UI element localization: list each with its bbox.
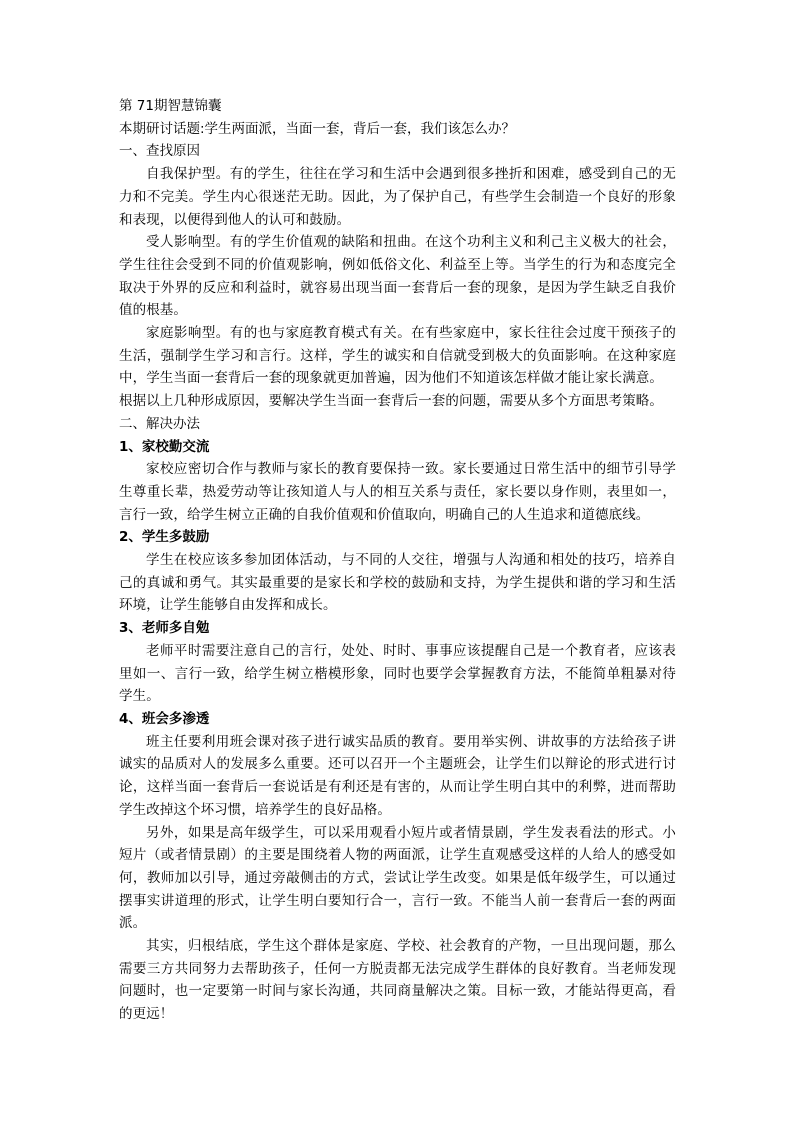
cause-family: 家庭影响型。有的也与家庭教育模式有关。在有些家庭中，家长往往会过度干预孩子的生活，强制学生学习和言行。这样，学生的诚实和自信就受到极大的负面影响。在这种家庭中，学生当面一套背后一套的现象就更加普遍，因为他们不知道该怎样做才能让家长满意。 [119,325,676,387]
section2-heading: 二、解决办法 [119,415,200,432]
method4-paragraph-1: 班主任要利用班会课对孩子进行诚实品质的教育。要用举实例、讲故事的方法给孩子讲诚实的品质对人的发展多么重要。还可以召开一个主题班会，让学生们以辩论的形式进行讨论，这样当面一套背后一套说话是有利还是有害的，从而让学生明白其中的利弊，进而帮助学生改掉这个坏习惯，培养学生的良好品格。 [119,733,676,818]
method3-heading: 3、老师多自勉 [119,620,210,637]
causes-summary: 根据以上几种形成原因，要解决学生当面一套背后一套的问题，需要从多个方面思考策略。 [119,393,663,410]
method3-text: 老师平时需要注意自己的言行，处处、时时、事事应该提醒自己是一个教育者，应该表里如一、言行一致，给学生树立楷模形象，同时也要学会掌握教育方法，不能简单粗暴对待学生。 [119,642,676,705]
document-page [119,95,676,1026]
method2-text: 学生在校应该多参加团体活动，与不同的人交往，增强与人沟通和相处的技巧，培养自己的真诚和勇气。其实最重要的是家长和学校的鼓励和支持，为学生提供和谐的学习和生活环境，让学生能够自由发挥和成长。 [119,552,676,614]
cause-influenced: 受人影响型。有的学生价值观的缺陷和扭曲。在这个功利主义和利己主义极大的社会，学生往往会受到不同的价值观影响，例如低俗文化、利益至上等。当学生的行为和态度完全取决于外界的反应和利益时，就容易出现当面一套背后一套的现象，是因为学生缺乏自我价值的根基。 [119,234,676,319]
topic-line: 本期研讨话题:学生两面派，当面一套，背后一套，我们该怎么办？ [119,120,516,137]
method1-text: 家校应密切合作与教师与家长的教育要保持一致。家长要通过日常生活中的细节引导学生尊重长辈，热爱劳动等让孩知道人与人的相互关系与责任，家长要以身作则，表里如一，言行一致，给学生树立正确的自我价值观和价值取向，明确自己的人生追求和道德底线。 [119,461,676,523]
cause-self-protection: 自我保护型。有的学生，往往在学习和生活中会遇到很多挫折和困难，感受到自己的无力和不完美。学生内心很迷茫无助。因此，为了保护自己，有些学生会制造一个良好的形象和表现，以便得到他人的认可和鼓励。 [119,166,676,228]
issue-title: 第 71期智慧锦囊 [119,98,222,114]
method4-heading: 4、班会多渗透 [119,710,210,727]
method2-heading: 2、学生多鼓励 [119,529,210,546]
conclusion-paragraph: 其实，归根结底，学生这个群体是家庭、学校、社会教育的产物，一旦出现问题，那么需要三方共同努力去帮助孩子，任何一方脱责都无法完成学生群体的良好教育。当老师发现问题时，也一定要第一时间与家长沟通，共同商量解决之策。目标一致，才能站得更高，看的更远！ [119,938,676,1023]
method1-heading: 1、家校勤交流 [119,438,210,455]
method4-paragraph-2: 另外，如果是高年级学生，可以采用观看小短片或者情景剧，学生发表看法的形式。小短片（或者情景剧）的主要是围绕着人物的两面派，让学生直观感受这样的人给人的感受如何，教师加以引导，通过旁敲侧击的方式，尝试让学生改变。如果是低年级学生，可以通过摆事实讲道理的形式，让学生明白要知行合一，言行一致。不能当人前一套背后一套的两面派。 [119,824,676,932]
section1-heading: 一、查找原因 [119,143,200,160]
